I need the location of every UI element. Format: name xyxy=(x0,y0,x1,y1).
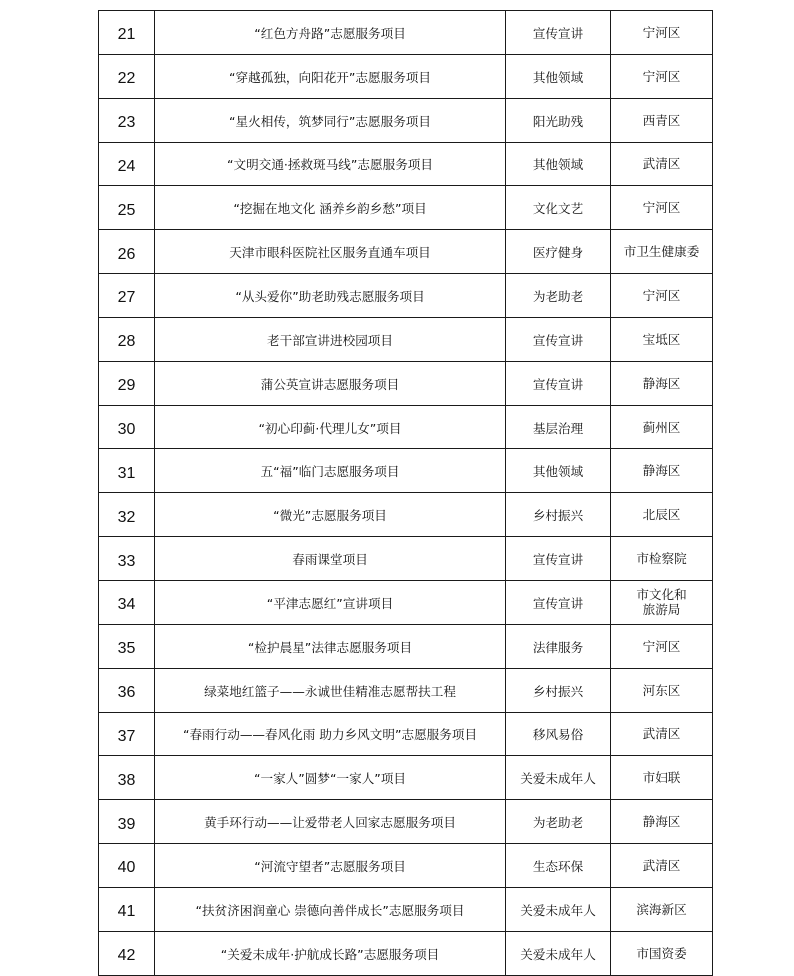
row-number: 35 xyxy=(99,624,155,668)
project-category: 医疗健身 xyxy=(506,230,611,274)
table-row xyxy=(99,361,713,405)
table-row xyxy=(99,668,713,712)
project-area: 宁河区 xyxy=(611,186,713,230)
project-area: 武清区 xyxy=(611,844,713,888)
table-row xyxy=(99,493,713,537)
project-area: 市卫生健康委 xyxy=(611,230,713,274)
row-number: 22 xyxy=(99,54,155,98)
project-area: 市检察院 xyxy=(611,537,713,581)
table-row xyxy=(99,54,713,98)
project-name: 天津市眼科医院社区服务直通车项目 xyxy=(155,230,506,274)
table-row xyxy=(99,230,713,274)
project-category: 为老助老 xyxy=(506,274,611,318)
row-number: 38 xyxy=(99,756,155,800)
row-number: 24 xyxy=(99,142,155,186)
project-name: “文明交通·拯救斑马线”志愿服务项目 xyxy=(155,142,506,186)
project-category: 其他领域 xyxy=(506,54,611,98)
project-area-line: 旅游局 xyxy=(642,602,681,618)
project-name: “检护晨星”法律志愿服务项目 xyxy=(155,624,506,668)
project-category: 关爱未成年人 xyxy=(506,756,611,800)
project-category: 文化文艺 xyxy=(506,186,611,230)
project-name: 蒲公英宣讲志愿服务项目 xyxy=(155,361,506,405)
project-area: 河东区 xyxy=(611,668,713,712)
row-number: 34 xyxy=(99,580,155,624)
project-name: “挖掘在地文化 涵养乡韵乡愁”项目 xyxy=(155,186,506,230)
project-category: 生态环保 xyxy=(506,844,611,888)
project-area: 市妇联 xyxy=(611,756,713,800)
project-area: 武清区 xyxy=(611,142,713,186)
row-number: 31 xyxy=(99,449,155,493)
table-row xyxy=(99,624,713,668)
table-row xyxy=(99,186,713,230)
table-row xyxy=(99,274,713,318)
project-category: 移风易俗 xyxy=(506,712,611,756)
project-name: “初心印蓟·代理儿女”项目 xyxy=(155,405,506,449)
project-name: “平津志愿红”宣讲项目 xyxy=(155,580,506,624)
project-name: 黄手环行动——让爱带老人回家志愿服务项目 xyxy=(155,800,506,844)
table-row xyxy=(99,756,713,800)
project-area xyxy=(611,580,713,624)
table-row xyxy=(99,844,713,888)
project-category: 宣传宣讲 xyxy=(506,11,611,55)
project-area: 蓟州区 xyxy=(611,405,713,449)
row-number: 37 xyxy=(99,712,155,756)
project-area: 静海区 xyxy=(611,361,713,405)
project-name: “扶贫济困润童心 崇德向善伴成长”志愿服务项目 xyxy=(155,887,506,931)
project-area: 市国资委 xyxy=(611,931,713,975)
table-row xyxy=(99,931,713,975)
row-number: 36 xyxy=(99,668,155,712)
project-area: 北辰区 xyxy=(611,493,713,537)
project-name: “关爱未成年·护航成长路”志愿服务项目 xyxy=(155,931,506,975)
row-number: 25 xyxy=(99,186,155,230)
project-area: 静海区 xyxy=(611,800,713,844)
project-area-line: 市文化和 xyxy=(636,587,687,603)
table-row xyxy=(99,580,713,624)
project-category: 法律服务 xyxy=(506,624,611,668)
project-name: “穿越孤独，向阳花开”志愿服务项目 xyxy=(155,54,506,98)
table-row xyxy=(99,11,713,55)
project-area: 宁河区 xyxy=(611,624,713,668)
project-name: “春雨行动——春风化雨 助力乡风文明”志愿服务项目 xyxy=(155,712,506,756)
project-category: 乡村振兴 xyxy=(506,493,611,537)
row-number: 39 xyxy=(99,800,155,844)
table-row xyxy=(99,142,713,186)
project-category: 宣传宣讲 xyxy=(506,580,611,624)
project-area: 西青区 xyxy=(611,98,713,142)
project-area: 宁河区 xyxy=(611,54,713,98)
project-category: 乡村振兴 xyxy=(506,668,611,712)
project-category: 关爱未成年人 xyxy=(506,931,611,975)
project-table xyxy=(98,10,713,976)
table-row xyxy=(99,98,713,142)
table-row xyxy=(99,712,713,756)
table-row xyxy=(99,405,713,449)
project-name: “微光”志愿服务项目 xyxy=(155,493,506,537)
row-number: 33 xyxy=(99,537,155,581)
table-row xyxy=(99,449,713,493)
project-category: 宣传宣讲 xyxy=(506,361,611,405)
project-name: “星火相传，筑梦同行”志愿服务项目 xyxy=(155,98,506,142)
table-row xyxy=(99,800,713,844)
project-area: 滨海新区 xyxy=(611,887,713,931)
project-name: “红色方舟路”志愿服务项目 xyxy=(155,11,506,55)
row-number: 21 xyxy=(99,11,155,55)
row-number: 40 xyxy=(99,844,155,888)
project-area: 宁河区 xyxy=(611,11,713,55)
table-row xyxy=(99,537,713,581)
project-category: 宣传宣讲 xyxy=(506,537,611,581)
project-category: 阳光助残 xyxy=(506,98,611,142)
project-category: 为老助老 xyxy=(506,800,611,844)
project-area: 宝坻区 xyxy=(611,317,713,361)
table-row xyxy=(99,887,713,931)
project-name: “河流守望者”志愿服务项目 xyxy=(155,844,506,888)
project-category: 宣传宣讲 xyxy=(506,317,611,361)
row-number: 28 xyxy=(99,317,155,361)
project-category: 其他领域 xyxy=(506,449,611,493)
project-category: 基层治理 xyxy=(506,405,611,449)
project-category: 其他领域 xyxy=(506,142,611,186)
row-number: 30 xyxy=(99,405,155,449)
table-row xyxy=(99,317,713,361)
project-name: 老干部宣讲进校园项目 xyxy=(155,317,506,361)
project-area: 武清区 xyxy=(611,712,713,756)
row-number: 32 xyxy=(99,493,155,537)
row-number: 26 xyxy=(99,230,155,274)
project-area: 宁河区 xyxy=(611,274,713,318)
row-number: 42 xyxy=(99,931,155,975)
project-name: “从头爱你”助老助残志愿服务项目 xyxy=(155,274,506,318)
row-number: 23 xyxy=(99,98,155,142)
project-area: 静海区 xyxy=(611,449,713,493)
row-number: 27 xyxy=(99,274,155,318)
project-name: 五“福”临门志愿服务项目 xyxy=(155,449,506,493)
row-number: 41 xyxy=(99,887,155,931)
project-name: 春雨课堂项目 xyxy=(155,537,506,581)
project-name: 绿菜地红篮子——永诚世佳精准志愿帮扶工程 xyxy=(155,668,506,712)
project-category: 关爱未成年人 xyxy=(506,887,611,931)
row-number: 29 xyxy=(99,361,155,405)
project-name: “一家人”圆梦“一家人”项目 xyxy=(155,756,506,800)
